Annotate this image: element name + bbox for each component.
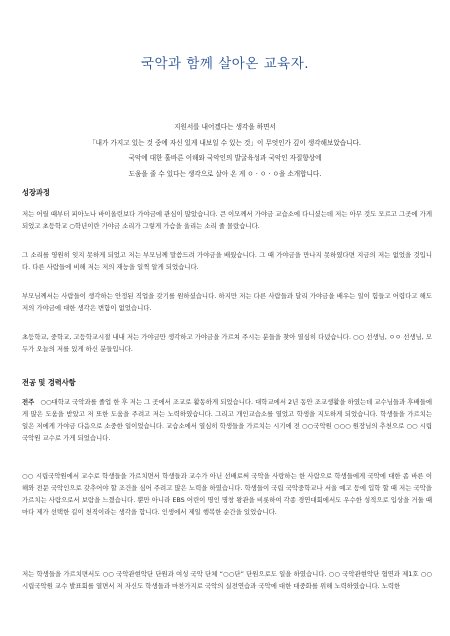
paragraph: ○○ 시립국악원에서 교수로 학생들을 가르치면서 학생들과 교수가 아닌 선배로써 국악을 사랑하는 한 사람으로 학생들에게 국악에 대한 좀 바른 이해와 전문 국악인으로 갖추어야 할 조건을 심어 주려고 많은 노력을 하였습니다. 학생들이 국립 국악중학교나 서울 예고 등에 입학 할 때 저는 국악을 가르치는 사람으로서 보람을 느꼈습니다. 뿐만 아니라 EBS 어린이 명인 명창 왕관을 비롯하여 각종 경연대회에서도 우수한 성적으로 입상을 거둘 때마다 제가 선택한 길이 천직이라는 생각을 합니다. 인생에서 제일 행복한 순간을 있었습니다. <box>22 472 432 516</box>
intro-line: 국악에 대한 훌바른 이해와 국악인의 발굴육성과 국악인 자질향상에 <box>128 154 322 162</box>
paragraph: 저는 어릴 때부터 피아노나 바이올린보다 가야금에 관심이 많았습니다. 큰 이모께서 가야금 교습소에 다니셨는데 저는 아무 것도 모르고 그곳에 가게 되었고 초등학교 ○학년이란 가야금 소리가 그렇게 가슴을 울리는 소리 줄 몰랐습니다. <box>22 210 432 230</box>
paragraph <box>22 396 432 444</box>
section-heading-career: 전공 및 경력사항 <box>22 378 76 387</box>
intro-line: 지원서를 내어겠다는 생각을 하면서 <box>174 123 276 131</box>
section-heading-growth: 성장과정 <box>22 188 50 197</box>
document-title: 국악과 함께 살아온 교육자. <box>140 56 310 72</box>
paragraph: 초등학교, 중학교, 고등학교시절 내내 저는 가야금만 생각하고 가야금을 가르쳐 주시는 분들을 찾아 열심히 다녔습니다. ○○ 선생님, ㅇㅇ 선생님, 모두가 오늘의 저를 있게 하신 분들입니다. <box>22 333 432 353</box>
intro-block <box>30 120 420 182</box>
intro-line: 「내가 가지고 있는 것 중에 자신 있게 내보일 수 있는 것」이 무엇인가 깊이 생각해보았습니다. <box>89 138 361 147</box>
paragraph: 부모님께서는 사람들이 생각하는 안정된 직업을 갖기를 원하셨습니다. 하지만 저는 다른 사람들과 달리 가야금을 배우는 일이 힘들고 어렵다고 해도 저의 가야금에 대한 생각은 변함이 없었습니다. <box>22 292 432 312</box>
intro-line: 도움을 줄 수 있다는 생각으로 살아 온 게 ㅇ · ㅇ · ㅇ을 소개합니다. <box>128 169 322 178</box>
paragraph: 저는 학생들을 가르치면서도 ○○ 국악관현악단 단원과 여성 국악 단체 “○○단” 단원으로도 일을 하였습니다. ○○ 국악관현악단 협연과 제1호 ○○ 시립국악원 교수 발표회를 열면서 저 자신도 학생들과 마찬가지로 국악의 실전연습과 국악에 대한 대중화를 위해 노력하였습니다. 노력한 <box>22 570 432 590</box>
paragraph: 그 소리를 영원히 잊지 못하게 되었고 저는 부모님께 말씀드려 가야금을 배웠습니다. 그 때 가야금을 만나지 못하였다면 지금의 저는 없었을 것입니다. 다른 사람들에 비해 저는 저의 재능을 일찍 알게 되었습니다. <box>22 251 432 271</box>
paragraph-label: 전주 <box>22 398 35 406</box>
paragraph-text: ○○대학교 국악과를 졸업 한 후 저는 그 곳에서 조교로 활동하게 되었습니다. 대학교에서 2년 동안 조교생활을 하였는데 교수님들과 후배들에게 많은 도움을 받았고 저 또한 도움을 주려고 저는 노력하였습니다. 그리고 개인교습소를 열었고 학생을 지도하게 되었습니다. 학생들을 가르치는 일은 저에게 가야금 다음으로 소중한 일이었습니다. 교습소에서 열심히 학생들을 가르치는 시기에 전 ○○국악원 ○○○ 원장님의 추천으로 ○○ 시립국악원 교수로 가게 되었습니다. <box>22 398 432 442</box>
